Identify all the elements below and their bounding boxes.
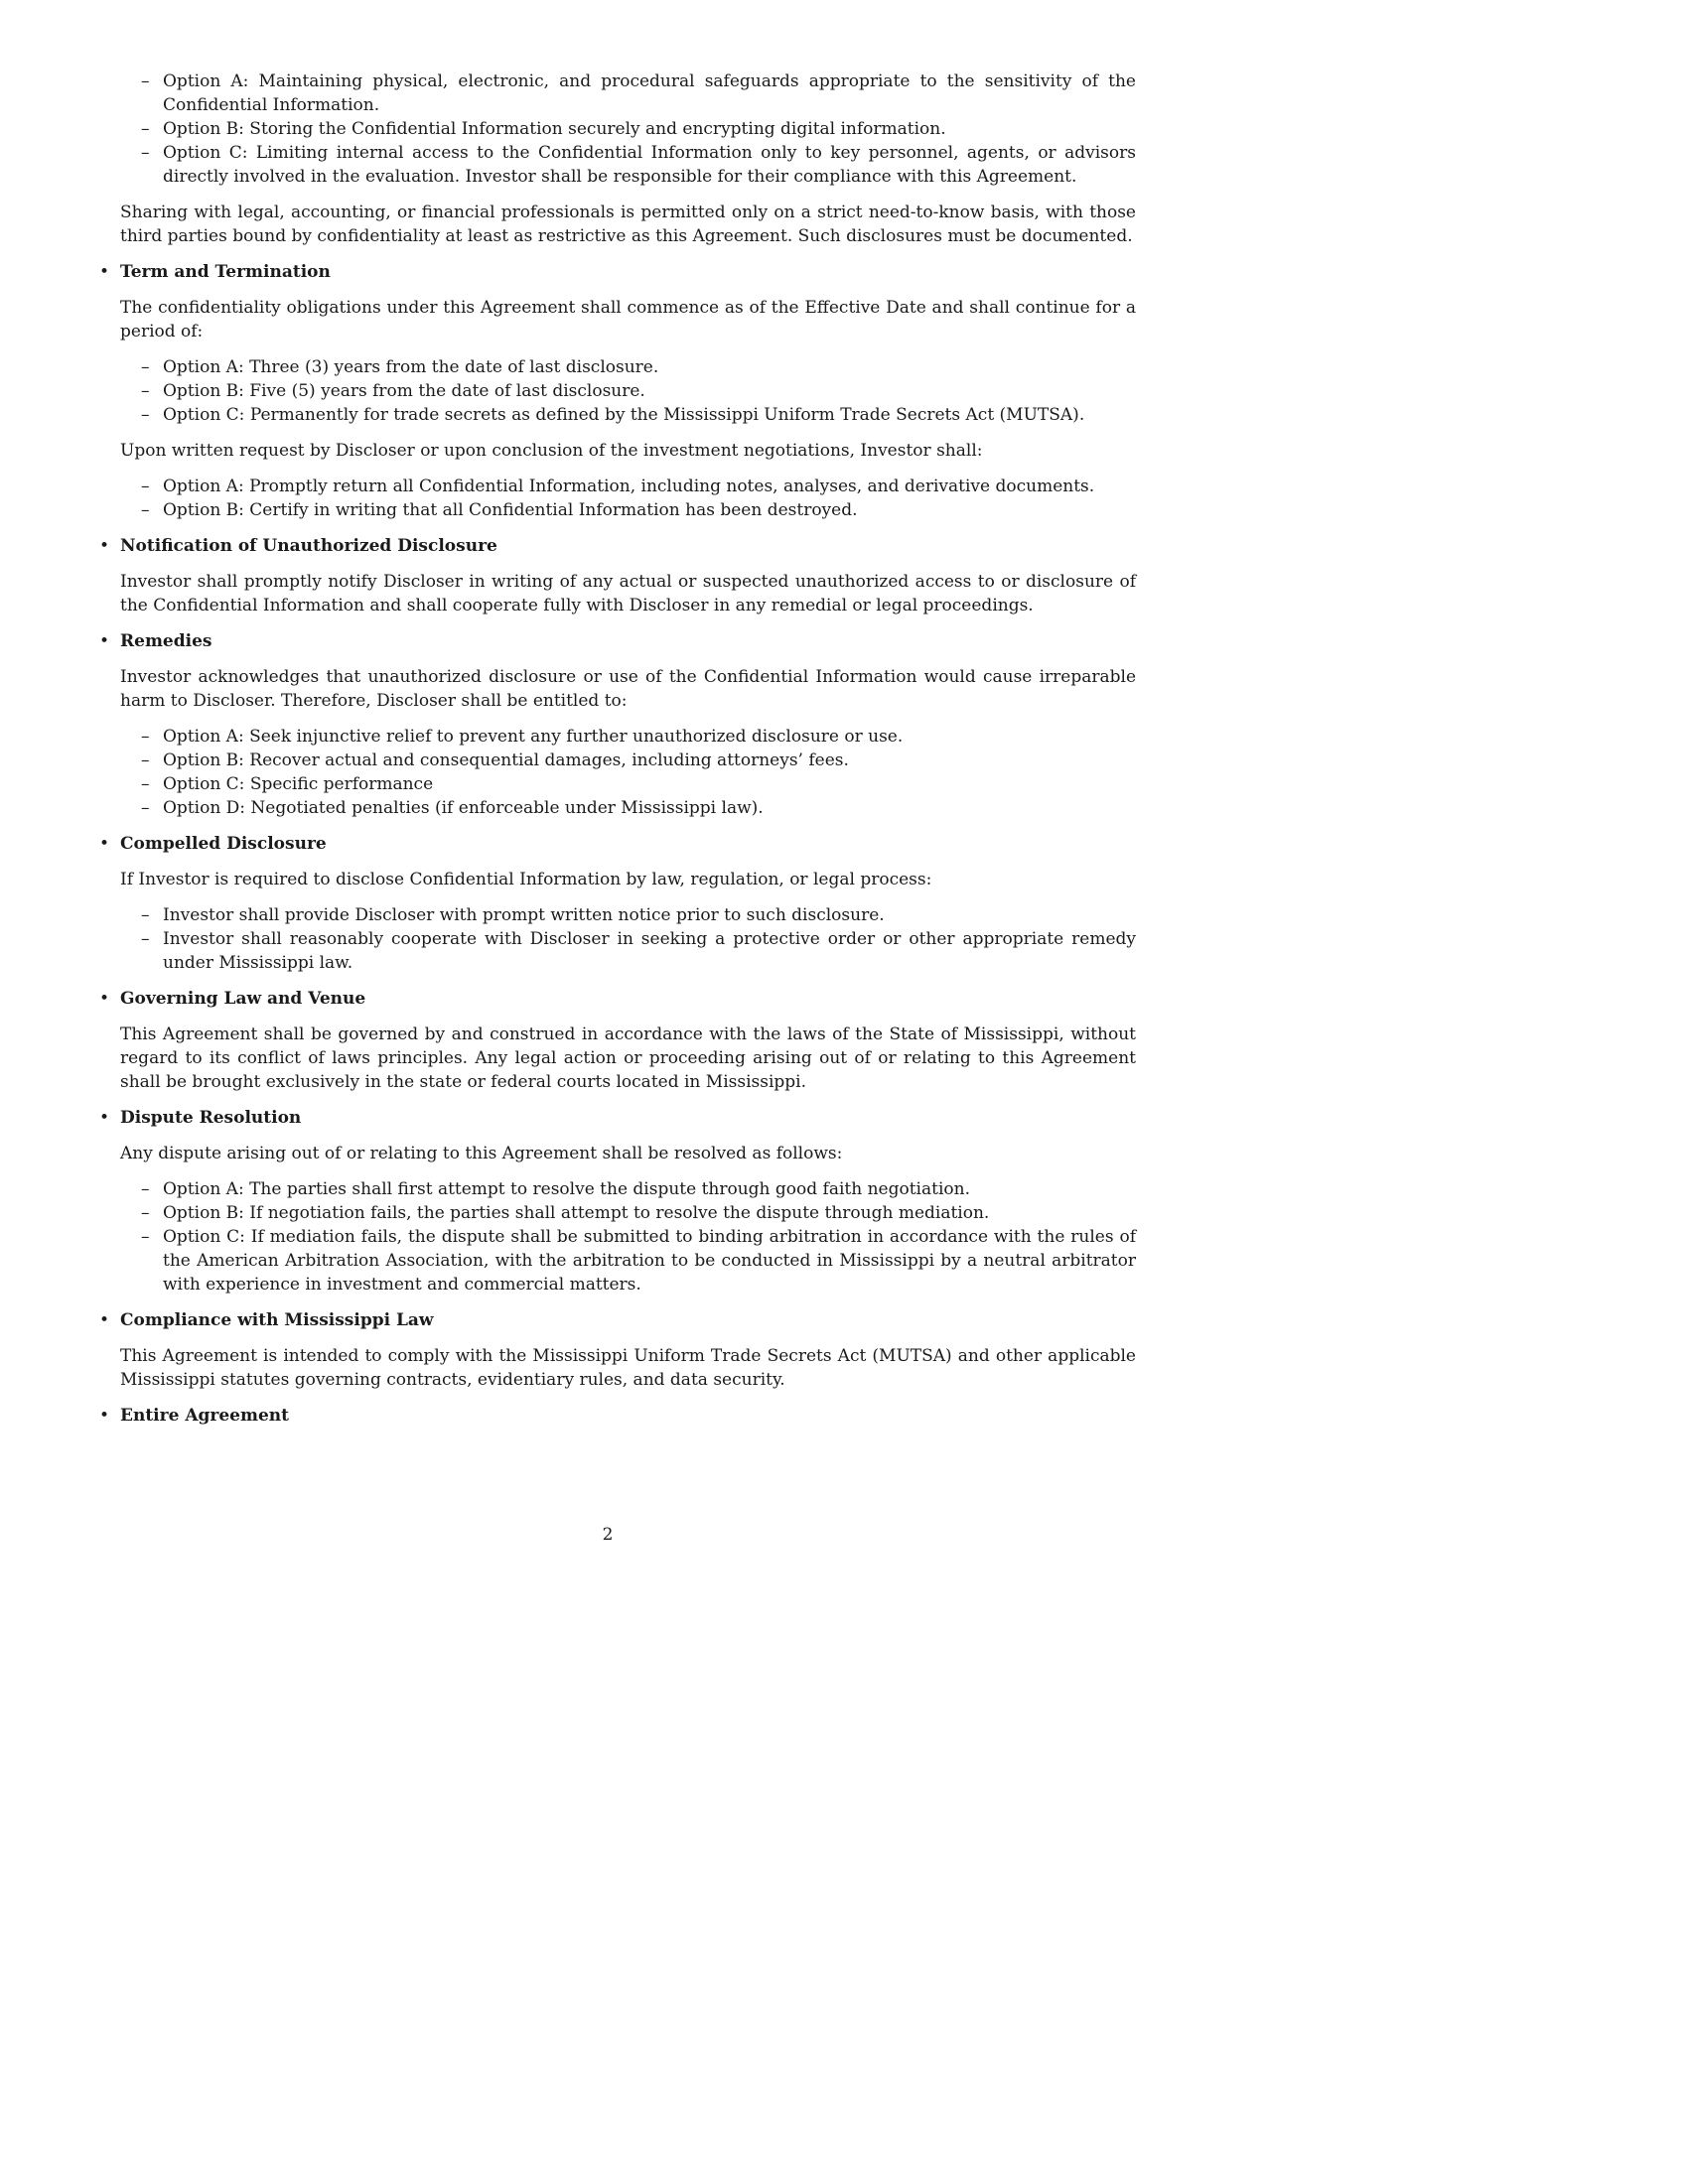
option-text: Option C: If mediation fails, the dispute shall be submitted to binding arbitration in accordance with the rules of the American Arbitration Association, with the arbitration to be conducted in Mississippi by a neutral arbitrator with experience in investment and commercial matters. xyxy=(163,1227,1136,1295)
option-text: Option A: Three (3) years from the date of last disclosure. xyxy=(163,357,659,377)
paragraph: Upon written request by Discloser or upon conclusion of the investment negotiations, Investor shall: xyxy=(120,441,983,461)
bullet-icon: • xyxy=(99,1310,110,1330)
section-notification xyxy=(97,534,1136,617)
list-item: – Option B: Recover actual and consequential damages, including attorneys’ fees. xyxy=(141,751,849,770)
bullet-icon: • xyxy=(99,989,110,1009)
option-list xyxy=(97,475,1136,522)
option-list xyxy=(97,725,1136,820)
option-list xyxy=(97,1177,1136,1297)
paragraph: If Investor is required to disclose Confidential Information by law, regulation, or legal process: xyxy=(120,870,932,889)
list-item: – Option B: If negotiation fails, the parties shall attempt to resolve the dispute through mediation. xyxy=(141,1203,990,1223)
list-item: – Option B: Storing the Confidential Information securely and encrypting digital information. xyxy=(141,119,946,139)
list-item: – Option C: If mediation fails, the dispute shall be submitted to binding arbitration in accordance with the rules of the American Arbitration Association, with the arbitration to be conducted in Mississippi by a neutral arbitrator with experience in investment and commercial matters. xyxy=(141,1227,1136,1295)
bullet-icon: • xyxy=(99,1406,110,1426)
list-item: – Option A: Three (3) years from the date of last disclosure. xyxy=(141,357,659,377)
list-item: – Investor shall provide Discloser with prompt written notice prior to such disclosure. xyxy=(141,905,885,925)
paragraph: Investor acknowledges that unauthorized disclosure or use of the Confidential Information would cause irreparable harm to Discloser. Therefore, Discloser shall be entitled to: xyxy=(120,667,1136,711)
section-heading: Governing Law and Venue xyxy=(120,989,366,1009)
section-heading: Compelled Disclosure xyxy=(120,834,327,854)
paragraph: The confidentiality obligations under this Agreement shall commence as of the Effective Date and shall continue for a period of: xyxy=(120,298,1136,341)
option-text: Option C: Specific performance xyxy=(163,774,434,794)
section-heading: Remedies xyxy=(120,631,212,651)
section-heading: Compliance with Mississippi Law xyxy=(120,1310,434,1330)
list-item: – Option D: Negotiated penalties (if enforceable under Mississippi law). xyxy=(141,798,764,818)
section-term-termination xyxy=(97,260,1136,522)
option-list xyxy=(97,355,1136,427)
document-page xyxy=(97,69,1136,1428)
list-item: – Option A: Maintaining physical, electronic, and procedural safeguards appropriate to the sensitivity of the Confidential Information. xyxy=(141,71,1136,115)
section-heading: Term and Termination xyxy=(120,262,331,282)
list-item: – Option C: Specific performance xyxy=(141,774,434,794)
option-text: Option D: Negotiated penalties (if enforceable under Mississippi law). xyxy=(163,798,764,818)
paragraph: This Agreement shall be governed by and construed in accordance with the laws of the State of Mississippi, without regard to its conflict of laws principles. Any legal action or proceeding arising out of or relating to this Agreement shall be brought exclusively in the state or federal courts located in Mississippi. xyxy=(120,1024,1136,1092)
option-text: Option A: Promptly return all Confidential Information, including notes, analyses, and derivative documents. xyxy=(163,477,1095,496)
paragraph: This Agreement is intended to comply with the Mississippi Uniform Trade Secrets Act (MUTSA) and other applicable Mississippi statutes governing contracts, evidentiary rules, and data security. xyxy=(120,1346,1136,1390)
section-heading: Dispute Resolution xyxy=(120,1108,302,1128)
section-remedies xyxy=(97,629,1136,820)
paragraph: Investor shall promptly notify Discloser in writing of any actual or suspected unauthorized access to or disclosure of the Confidential Information and shall cooperate fully with Discloser in any remedial or legal proceedings. xyxy=(120,572,1136,615)
section-compelled-disclosure xyxy=(97,832,1136,975)
option-text: Option A: The parties shall first attempt to resolve the dispute through good faith negotiation. xyxy=(163,1179,970,1199)
option-text: Investor shall reasonably cooperate with Discloser in seeking a protective order or other appropriate remedy under Mississippi law. xyxy=(163,929,1136,973)
option-text: Option B: Five (5) years from the date of last disclosure. xyxy=(163,381,645,401)
section-dispute-resolution xyxy=(97,1106,1136,1297)
page-number: 2 xyxy=(602,1525,614,1545)
option-text: Option B: If negotiation fails, the parties shall attempt to resolve the dispute through mediation. xyxy=(163,1203,990,1223)
paragraph: Sharing with legal, accounting, or financial professionals is permitted only on a strict need-to-know basis, with those third parties bound by confidentiality at least as restrictive as this Agreement. Such disclosures must be documented. xyxy=(120,203,1136,246)
list-item: – Option A: Seek injunctive relief to prevent any further unauthorized disclosure or use. xyxy=(141,727,904,747)
bullet-icon: • xyxy=(99,536,110,556)
list-item: – Option B: Five (5) years from the date of last disclosure. xyxy=(141,381,645,401)
bullet-icon: • xyxy=(99,1108,110,1128)
list-item: – Option C: Permanently for trade secrets as defined by the Mississippi Uniform Trade Secrets Act (MUTSA). xyxy=(141,405,1085,425)
list-item: – Option C: Limiting internal access to the Confidential Information only to key personnel, agents, or advisors directly involved in the evaluation. Investor shall be responsible for their compliance with this Agreement. xyxy=(141,143,1136,187)
option-text: Option B: Recover actual and consequential damages, including attorneys’ fees. xyxy=(163,751,849,770)
option-text: Option B: Storing the Confidential Information securely and encrypting digital information. xyxy=(163,119,946,139)
option-text: Option B: Certify in writing that all Confidential Information has been destroyed. xyxy=(163,500,858,520)
bullet-icon: • xyxy=(99,834,110,854)
bullet-icon: • xyxy=(99,262,110,282)
list-item: – Investor shall reasonably cooperate with Discloser in seeking a protective order or other appropriate remedy under Mississippi law. xyxy=(141,929,1136,973)
option-list xyxy=(97,903,1136,975)
option-text: Option A: Maintaining physical, electronic, and procedural safeguards appropriate to the sensitivity of the Confidential Information. xyxy=(163,71,1136,115)
option-text: Option C: Permanently for trade secrets as defined by the Mississippi Uniform Trade Secrets Act (MUTSA). xyxy=(163,405,1085,425)
section-governing-law xyxy=(97,987,1136,1094)
option-text: Option A: Seek injunctive relief to prevent any further unauthorized disclosure or use. xyxy=(163,727,904,747)
section-heading: Entire Agreement xyxy=(120,1406,289,1426)
section-entire-agreement xyxy=(97,1404,1136,1428)
option-text: Option C: Limiting internal access to the Confidential Information only to key personnel, agents, or advisors directly involved in the evaluation. Investor shall be responsible for their compliance with this Agreement. xyxy=(163,143,1136,187)
bullet-icon: • xyxy=(99,631,110,651)
section-compliance xyxy=(97,1308,1136,1392)
list-item: – Option A: Promptly return all Confidential Information, including notes, analyses, and derivative documents. xyxy=(141,477,1095,496)
list-item: – Option B: Certify in writing that all Confidential Information has been destroyed. xyxy=(141,500,858,520)
list-item: – Option A: The parties shall first attempt to resolve the dispute through good faith negotiation. xyxy=(141,1179,970,1199)
paragraph: Any dispute arising out of or relating to this Agreement shall be resolved as follows: xyxy=(120,1144,843,1163)
option-text: Investor shall provide Discloser with prompt written notice prior to such disclosure. xyxy=(163,905,885,925)
section-heading: Notification of Unauthorized Disclosure xyxy=(120,536,497,556)
option-list xyxy=(97,69,1136,189)
